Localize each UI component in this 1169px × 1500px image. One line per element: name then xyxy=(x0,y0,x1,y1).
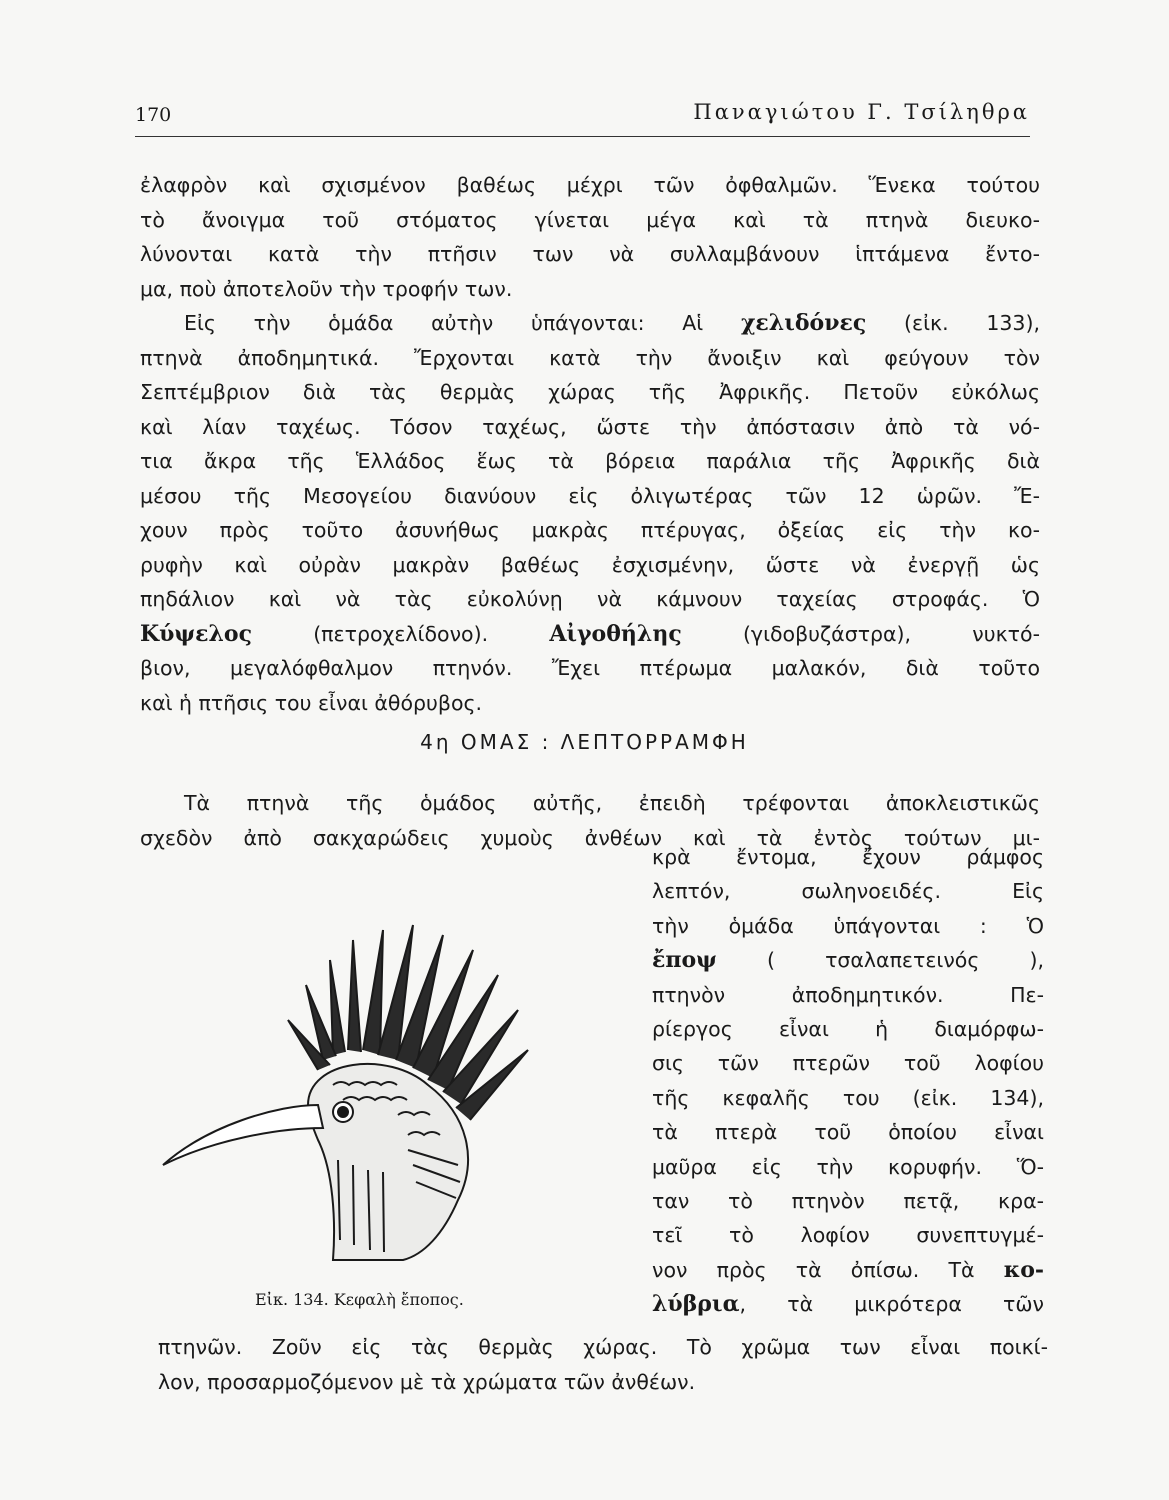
text-line: τεῖ τὸ λοφίον συνεπτυγμέ- xyxy=(652,1223,1044,1248)
term-epops: ἔποψ xyxy=(652,947,717,974)
section-heading: 4η ΟΜΑΣ : ΛΕΠΤΟΡΡΑΜΦΗ xyxy=(420,730,749,754)
text-line: Σεπτέμβριον διὰ τὰς θερμὰς χώρας τῆς Ἀφρικῆς. Πετοῦν εὐκόλως xyxy=(140,380,1040,404)
text-line: τὴν ὁμάδα ὑπάγονται : Ὁ xyxy=(652,913,1044,938)
text-line xyxy=(652,1253,1044,1287)
term-aigothilis: Αἰγοθήλης xyxy=(549,620,682,647)
text-line xyxy=(652,1287,1044,1321)
running-head: Παναγιώτου Γ. Τσίληθρα xyxy=(693,100,1030,124)
text-line: βιον, μεγαλόφθαλμον πτηνόν. Ἔχει πτέρωμα μαλακόν, διὰ τοῦτο xyxy=(140,656,1040,680)
text-segment: Εἰς τὴν ὁμάδα αὐτὴν ὑπάγονται: Αἱ xyxy=(184,311,704,335)
text-line xyxy=(652,943,1044,977)
text-line: ταν τὸ πτηνὸν πετᾷ, κρα- xyxy=(652,1189,1044,1214)
text-line: σχεδὸν ἀπὸ σακχαρώδεις χυμοὺς ἀνθέων καὶ τὰ ἐντὸς τούτων μι- xyxy=(140,825,1040,850)
text-line: πηδάλιον καὶ νὰ τὰς εὐκολύνῃ νὰ κάμνουν ταχείας στροφάς. Ὁ xyxy=(140,587,1040,611)
text-line: ἐλαφρὸν καὶ σχισμένον βαθέως μέχρι τῶν ὀφθαλμῶν. Ἕνεκα τούτου xyxy=(140,173,1040,197)
term-ko: κο- xyxy=(1003,1256,1044,1283)
text-segment: (γιδοβυζάστρα), νυκτό- xyxy=(742,621,1040,646)
page-header xyxy=(135,100,1030,137)
text-line: ρίεργος εἶναι ἡ διαμόρφω- xyxy=(652,1017,1044,1042)
text-line: μέσου τῆς Μεσογείου διανύουν εἰς ὀλιγωτέρας τῶν 12 ὡρῶν. Ἔ- xyxy=(140,483,1040,508)
paragraph-3-end xyxy=(158,1330,1048,1399)
text-column-right xyxy=(652,840,1044,1322)
text-line: μα, ποὺ ἀποτελοῦν τὴν τροφήν των. xyxy=(140,276,513,301)
text-line: λον, προσαρμοζόμενον μὲ τὰ χρώματα τῶν ἀνθέων. xyxy=(158,1369,696,1394)
text-segment: νον πρὸς τὰ ὀπίσω. Τὰ xyxy=(652,1257,975,1282)
text-line: χουν πρὸς τοῦτο ἀσυνήθως μακρὰς πτέρυγας, ὀξείας εἰς τὴν κο- xyxy=(140,518,1040,542)
text-line: πτηνὰ ἀποδημητικά. Ἔρχονται κατὰ τὴν ἄνοιξιν καὶ φεύγουν τὸν xyxy=(140,345,1040,370)
text-line: καὶ ἡ πτῆσις του εἶναι ἀθόρυβος. xyxy=(140,690,483,715)
text-line: σις τῶν πτερῶν τοῦ λοφίου xyxy=(652,1051,1044,1076)
text-segment: ( τσαλαπετεινός ), xyxy=(766,948,1044,973)
page-number: 170 xyxy=(135,104,172,126)
text-line xyxy=(140,617,1040,652)
term-kypselos: Κύψελος xyxy=(140,620,252,647)
term-kolibria: λύβρια xyxy=(652,1291,740,1318)
text-segment: (εἰκ. 133), xyxy=(904,311,1040,335)
text-line: ρυφὴν καὶ οὐρὰν μακρὰν βαθέως ἐσχισμένην, ὥστε νὰ ἐνεργῇ ὡς xyxy=(140,552,1040,577)
text-line: λεπτόν, σωληνοειδές. Εἰς xyxy=(652,879,1044,904)
paragraph-2 xyxy=(140,306,1040,720)
term-chelidones: χελιδόνες xyxy=(740,310,867,336)
text-segment: (πετροχελίδονο). xyxy=(313,621,489,646)
text-line: κρὰ ἔντομα, ἔχουν ράμφος xyxy=(652,845,1044,869)
figure-caption: Εἰκ. 134. Κεφαλὴ ἔποπος. xyxy=(255,1290,464,1309)
text-line: Τὰ πτηνὰ τῆς ὁμάδος αὐτῆς, ἐπειδὴ τρέφονται ἀποκλειστικῶς xyxy=(184,791,1040,815)
text-line: τῆς κεφαλῆς του (εἰκ. 134), xyxy=(652,1085,1044,1110)
text-line xyxy=(140,306,1040,341)
text-line: λύνονται κατὰ τὴν πτῆσιν των νὰ συλλαμβάνουν ἱπτάμενα ἔντο- xyxy=(140,242,1040,266)
text-line: μαῦρα εἰς τὴν κορυφήν. Ὅ- xyxy=(652,1154,1044,1179)
text-line: τὸ ἄνοιγμα τοῦ στόματος γίνεται μέγα καὶ τὰ πτηνὰ διευκο- xyxy=(140,207,1040,232)
text-line: καὶ λίαν ταχέως. Τόσον ταχέως, ὥστε τὴν ἀπόστασιν ἀπὸ τὰ νό- xyxy=(140,414,1040,439)
hoopoe-head-illustration xyxy=(158,900,598,1275)
text-line: τια ἄκρα τῆς Ἑλλάδος ἕως τὰ βόρεια παράλια τῆς Ἀφρικῆς διὰ xyxy=(140,449,1040,473)
paragraph-1 xyxy=(140,168,1040,306)
text-line: πτηνὸν ἀποδημητικόν. Πε- xyxy=(652,982,1044,1007)
hoopoe-head-drawing xyxy=(158,900,598,1275)
text-line: πτηνῶν. Ζοῦν εἰς τὰς θερμὰς χώρας. Τὸ χρῶμα των εἶναι ποικί- xyxy=(158,1335,1048,1359)
text-segment: , τὰ μικρότερα τῶν xyxy=(739,1292,1044,1317)
text-line: τὰ πτερὰ τοῦ ὁποίου εἶναι xyxy=(652,1120,1044,1145)
